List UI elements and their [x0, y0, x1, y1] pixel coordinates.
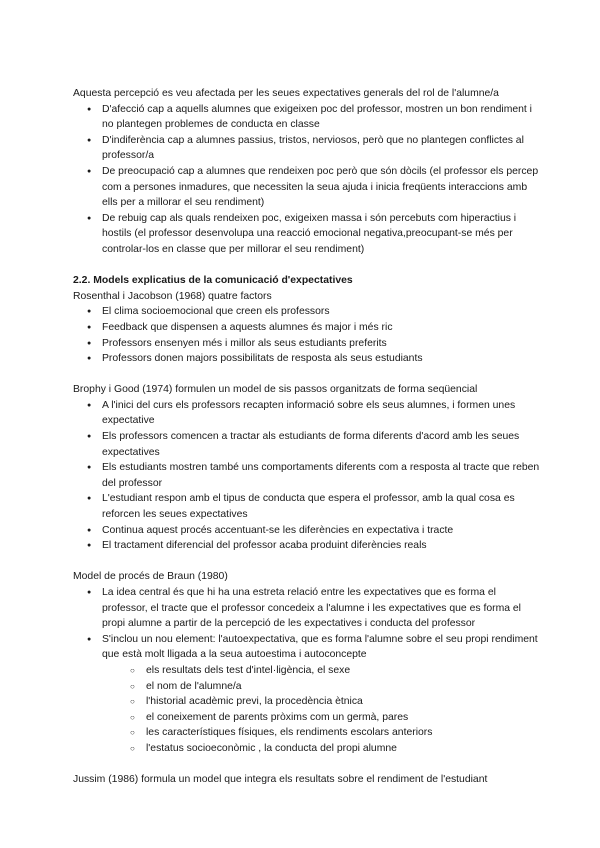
braun-heading: Model de procés de Braun (1980) — [73, 571, 228, 583]
list-item: ● Els estudiants mostren també uns comportaments diferents com a resposta al tracte que reben del professor — [73, 460, 540, 491]
sublist-item: ○ l'estatus socioeconòmic , la conducta del propi alumne — [73, 741, 540, 757]
list-item: ● D'afecció cap a aquells alumnes que exigeixen poc del professor, mostren un bon rendiment i no plantegen problemes de conducta en classe — [73, 102, 540, 133]
sublist-item: ○ les característiques físiques, els rendiments escolars anteriors — [73, 725, 540, 741]
rosenthal-heading: Rosenthal i Jacobson (1968) quatre factors — [73, 290, 272, 302]
spacer — [73, 554, 540, 570]
brophy-list — [73, 398, 540, 554]
list-item: ● El clima socioemocional que creen els professors — [73, 304, 540, 320]
intro-list — [73, 102, 540, 258]
spacer — [73, 258, 540, 274]
list-item: ● Professors donen majors possibilitats de resposta als seus estudiants — [73, 351, 540, 367]
list-item: ● A l'inici del curs els professors recapten informació sobre els seus alumnes, i formen unes expectative — [73, 398, 540, 429]
jussim-paragraph: Jussim (1986) formula un model que integra els resultats sobre el rendiment de l'estudiant — [73, 774, 488, 786]
list-item: ● De rebuig cap als quals rendeixen poc, exigeixen massa i són percebuts com hiperactius i hostils (el professor desenvolupa una reacció emocional negativa,preocupant-se més per controlar-los en classe que per millorar el seu rendiment) — [73, 211, 540, 258]
list-item: ● D'indiferència cap a alumnes passius, tristos, nerviosos, però que no plantegen conflictes al professor/a — [73, 133, 540, 164]
list-item: ● L'estudiant respon amb el tipus de conducta que espera el professor, amb la qual cosa es reforcen les seues expectatives — [73, 491, 540, 522]
list-item: ● La idea central és que hi ha una estreta relació entre les expectatives que es forma el professor, el tracte que el professor concedeix a l'alumne i les expectatives que es forma el propi alumne a partir de la percepció de les expectatives i conducta del professor — [73, 585, 540, 632]
list-item: ● Professors ensenyen més i millor als seus estudiants preferits — [73, 336, 540, 352]
brophy-heading: Brophy i Good (1974) formulen un model de sis passos organitzats de forma seqüencial — [73, 384, 478, 396]
sublist-item: ○ el coneixement de parents pròxims com un germà, pares — [73, 710, 540, 726]
braun-sublist — [102, 663, 540, 757]
list-item: ● Continua aquest procés accentuant-se les diferències en expectativa i tracte — [73, 523, 540, 539]
sublist-item: ○ el nom de l'alumne/a — [73, 679, 540, 695]
list-item: ● Els professors comencen a tractar als estudiants de forma diferents d'acord amb les seues expectatives — [73, 429, 540, 460]
sublist-item: ○ els resultats dels test d'intel·ligència, el sexe — [73, 663, 540, 679]
spacer — [73, 367, 540, 383]
list-item: ● De preocupació cap a alumnes que rendeixen poc però que són dòcils (el professor els percep com a persones inmadures, que necessiten la seua ajuda i inicia freqüents interaccions amb ells per a millorar el seu rendiment) — [73, 164, 540, 211]
list-item: ● El tractament diferencial del professor acaba produint diferències reals — [73, 538, 540, 554]
rosenthal-list — [73, 304, 540, 366]
braun-list — [73, 585, 540, 757]
section-title: 2.2. Models explicatius de la comunicació d'expectatives — [73, 275, 353, 287]
intro-paragraph: Aquesta percepció es veu afectada per les seues expectatives generals del rol de l'alumne/a — [73, 88, 499, 99]
sublist-item: ○ l'historial acadèmic previ, la procedència ètnica — [73, 694, 540, 710]
list-item — [73, 632, 540, 757]
list-item-text: S'inclou un nou element: l'autoexpectativa, que es forma l'alumne sobre el seu propi rendiment que està molt lligada a la seua autoestima i autoconcepte — [102, 633, 538, 661]
spacer — [73, 757, 540, 773]
list-item: ● Feedback que dispensen a aquests alumnes és major i més ric — [73, 320, 540, 336]
